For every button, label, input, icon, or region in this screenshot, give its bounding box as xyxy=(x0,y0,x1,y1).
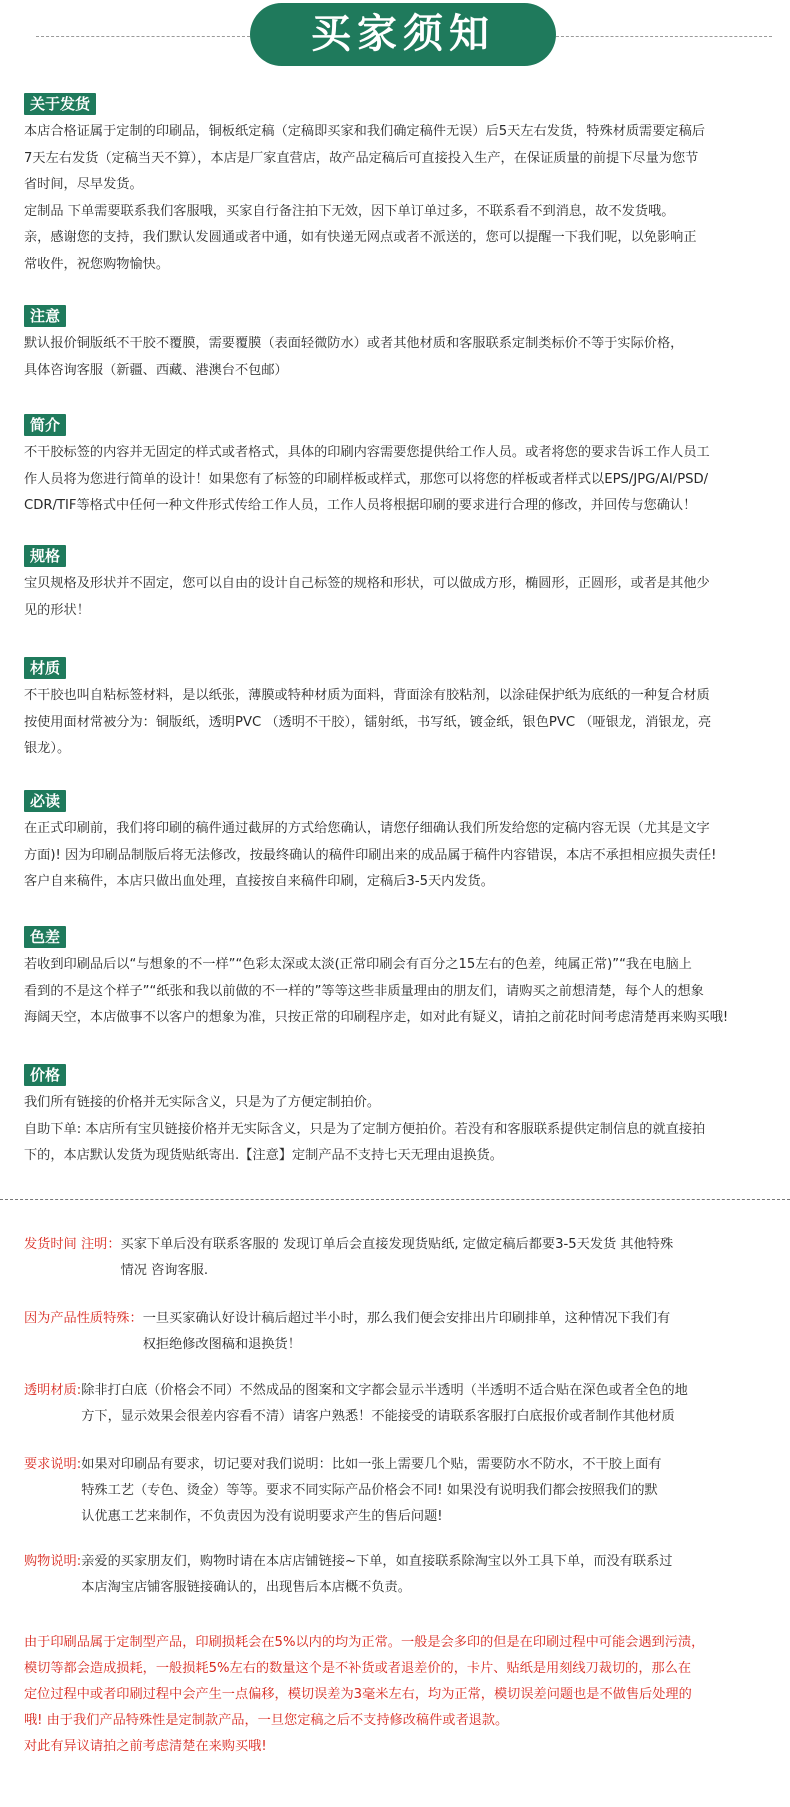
note-text: 除非打白底（价格会不同）不然成品的图案和文字都会显示半透明（半透明不适合贴在深色或者全色的地 方下，显示效果会很差内容看不清）请客户熟悉！不能接受的请联系客服打白底报价或者制作其他材质 xyxy=(81,1383,688,1424)
section-material xyxy=(24,657,776,763)
note-text: 亲爱的买家朋友们，购物时请在本店店铺链接~下单，如直接联系除淘宝以外工具下单，而没有联系过 本店淘宝店铺客服链接确认的，出现售后本店概不负责。 xyxy=(81,1554,673,1595)
banner-line-right xyxy=(556,36,772,37)
note-label: 发货时间 注明： xyxy=(24,1237,121,1252)
section-tag: 简介 xyxy=(24,414,66,436)
note-text: 买家下单后没有联系客服的 发现订单后会直接发现货贴纸, 定做定稿后都要3-5天发货 其他特殊 情况 咨询客服. xyxy=(120,1237,674,1278)
section-intro xyxy=(24,414,776,520)
note-text: 一旦买家确认好设计稿后超过半小时，那么我们便会安排出片印刷排单，这种情况下我们有 权拒绝修改图稿和退换货！ xyxy=(142,1311,671,1352)
section-must-read xyxy=(24,790,776,896)
section-tag: 必读 xyxy=(24,790,66,812)
final-notice: 由于印刷品属于定制型产品，印刷损耗会在5%以内的均为正常。一般是会多印的但是在印刷过程中可能会遇到污渍， 模切等都会造成损耗，一般损耗5%左右的数量这个是不补货或者退差价的，卡片、贴纸是用刻线刀裁切的，那么在 定位过程中或者印刷过程中会产生一点偏移，模切误差为3毫米左右，均为正常，模切误差问题也是不做售后处理的 哦! 由于我们产品特殊性是定制款产品，一旦您定稿之后不支持修改稿件或者退款。 对此有异议请拍之前考虑清楚在来购买哦! xyxy=(24,1635,705,1754)
section-price xyxy=(24,1064,776,1170)
section-color-diff xyxy=(24,926,776,1032)
section-text: 不干胶标签的内容并无固定的样式或者格式，具体的印刷内容需要您提供给工作人员。或者将您的要求告诉工作人员工 作人员将为您进行简单的设计！如果您有了标签的印刷样板或样式，那您可以将您的样板或者样式以EPS/JPG/AI/PSD/ CDR/TIF等格式中任何一种文件形式传给工作人员，工作人员将根据印刷的要求进行合理的修改，并回传与您确认！ xyxy=(24,445,710,513)
section-tag: 价格 xyxy=(24,1064,66,1086)
section-shipping xyxy=(24,93,776,278)
section-text: 在正式印刷前，我们将印刷的稿件通过截屏的方式给您确认，请您仔细确认我们所发给您的定稿内容无误（尤其是文字 方面)! 因为印刷品制版后将无法修改，按最终确认的稿件印刷出来的成品属于稿件内容错误，本店不承担相应损失责任! 客户自来稿件，本店只做出血处理，直接按自来稿件印刷，定稿后3-5天内发货。 xyxy=(24,821,717,889)
section-text: 我们所有链接的价格并无实际含义，只是为了方便定制拍价。 自助下单: 本店所有宝贝链接价格并无实际含义，只是为了定制方便拍价。若没有和客服联系提供定制信息的就直接拍 下的，本店默认发货为现货贴纸寄出.【注意】定制产品不支持七天无理由退换货。 xyxy=(24,1095,706,1163)
section-spec xyxy=(24,545,776,624)
dashed-divider xyxy=(0,1199,790,1200)
note-text: 如果对印刷品有要求，切记要对我们说明：比如一张上需要几个贴，需要防水不防水，不干胶上面有 特殊工艺（专色、烫金）等等。要求不同实际产品价格会不同! 如果没有说明我们都会按照我们的默 认优惠工艺来制作，不负责因为没有说明要求产生的售后问题! xyxy=(81,1457,662,1524)
note-label: 透明材质: xyxy=(24,1383,82,1398)
section-tag: 材质 xyxy=(24,657,66,679)
section-tag: 关于发货 xyxy=(24,93,96,115)
section-text: 本店合格证属于定制的印刷品，铜板纸定稿（定稿即买家和我们确定稿件无误）后5天左右发货，特殊材质需要定稿后 7天左右发货（定稿当天不算），本店是厂家直营店，故产品定稿后可直接投入生产，在保证质量的前提下尽量为您节 省时间，尽早发货。 定制品 下单需要联系我们客服哦，买家自行备注拍下无效，因下单订单过多，不联系看不到消息，故不发货哦。 亲，感谢您的支持，我们默认发圆通或者中通，如有快递无网点或者不派送的，您可以提醒一下我们呢，以免影响正 常收件，祝您购物愉快。 xyxy=(24,124,705,272)
section-text: 宝贝规格及形状并不固定，您可以自由的设计自己标签的规格和形状，可以做成方形，椭圆形，正圆形，或者是其他少 见的形状！ xyxy=(24,576,710,618)
section-notice xyxy=(24,305,776,384)
section-tag: 色差 xyxy=(24,926,66,948)
section-text: 默认报价铜版纸不干胶不覆膜，需要覆膜（表面轻微防水）或者其他材质和客服联系定制类标价不等于实际价格， 具体咨询客服（新疆、西藏、港澳台不包邮） xyxy=(24,336,684,378)
note-label: 要求说明: xyxy=(24,1457,82,1472)
note-requirements xyxy=(24,1452,776,1530)
note-label: 因为产品性质特殊： xyxy=(24,1311,143,1326)
section-text: 若收到印刷品后以“与想象的不一样”“色彩太深或太淡(正常印刷会有百分之15左右的色差，纯属正常)”“我在电脑上 看到的不是这个样子”“纸张和我以前做的不一样的”等等这些非质量理由的朋友们，请购买之前想清楚，每个人的想象 海阔天空，本店做事不以客户的想象为准，只按正常的印刷程序走，如对此有疑义，请拍之前花时间考虑清楚再来购买哦! xyxy=(24,957,729,1025)
section-text: 不干胶也叫自粘标签材料，是以纸张，薄膜或特种材质为面料，背面涂有胶粘剂，以涂硅保护纸为底纸的一种复合材质 按使用面材常被分为：铜版纸，透明PVC （透明不干胶），镭射纸，书写纸，镀金纸，银色PVC （哑银龙，消银龙，亮 银龙）。 xyxy=(24,688,712,756)
note-special-product xyxy=(24,1306,776,1358)
section-tag: 注意 xyxy=(24,305,66,327)
banner-line-left xyxy=(36,36,250,37)
page-title: 买家须知 xyxy=(250,3,556,66)
note-shipping-time xyxy=(24,1232,776,1284)
note-transparent xyxy=(24,1378,776,1430)
note-shopping xyxy=(24,1549,776,1601)
section-tag: 规格 xyxy=(24,545,66,567)
note-label: 购物说明: xyxy=(24,1554,82,1569)
